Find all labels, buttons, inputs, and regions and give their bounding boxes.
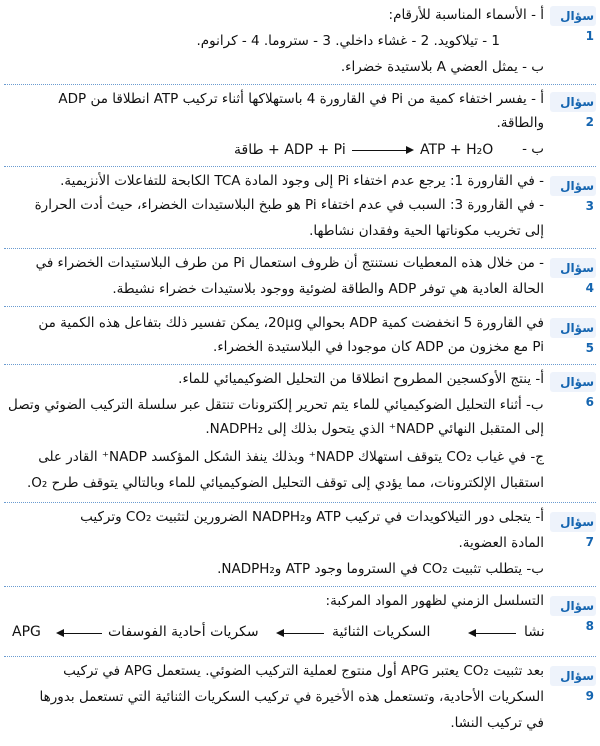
q6-line-5: استقبال الإلكترونات، مما يؤدي إلى توقف التحليل الضوكيميائي للماء وبالتالي يتوقف طرح O₂.: [26, 475, 544, 491]
q1-line-2: 1 - تيلاكويد. 2 - غشاء داخلي. 3 - ستروما. 4 - كرانوم.: [196, 33, 500, 49]
sequence-arrow: [278, 633, 324, 634]
equation-reactants: ADP + Pi + طاقة: [234, 142, 346, 158]
sequence-arrow: [58, 633, 102, 634]
question-1-label: سؤال 1: [550, 6, 596, 26]
q2-line-2: والطاقة.: [496, 115, 544, 131]
q1-line-1: أ - الأسماء المناسبة للأرقام:: [388, 7, 544, 23]
divider: [4, 248, 596, 249]
q8-line-1: التسلسل الزمني لظهور المواد المركبة:: [325, 593, 544, 609]
q9-line-3: في تركيب النشا.: [450, 715, 544, 731]
q1-line-3: ب - يمثل العضي A بلاستيدة خضراء.: [340, 59, 544, 75]
question-9-label: سؤال 9: [550, 666, 596, 686]
q7-line-3: ب- يتطلب تثبيت CO₂ في الستروما وجود ATP وNADPH₂.: [217, 561, 544, 577]
q7-line-2: المادة العضوية.: [458, 535, 544, 551]
divider: [4, 502, 596, 503]
sequence-apg: APG: [12, 624, 41, 640]
divider: [4, 84, 596, 85]
q9-line-2: السكريات الأحادية، وتستعمل هذه الأخيرة في تركيب السكريات الثنائية التي تستعمل بدورها: [39, 689, 544, 705]
question-2-label: سؤال 2: [550, 92, 596, 112]
sequence-arrow: [470, 633, 516, 634]
q5-line-2: Pi مع مخزون من ADP كان موجودا في البلاستيدة الخضراء.: [213, 339, 544, 355]
question-5-label: سؤال 5: [550, 318, 596, 338]
q6-line-4: ج- في غياب CO₂ يتوقف استهلاك NADP⁺ وبذلك ينفذ الشكل المؤكسد NADP⁺ القادر على: [38, 449, 544, 465]
sequence-disaccharides: السكريات الثنائية: [332, 624, 431, 640]
sequence-monosaccharide-phosphates: سكريات أحادية الفوسفات: [108, 624, 259, 640]
q4-line-1: - من خلال هذه المعطيات نستنتج أن ظروف استعمال Pi من طرف البلاستيدات الخضراء في: [35, 255, 544, 271]
divider: [4, 656, 596, 657]
divider: [4, 166, 596, 167]
divider: [4, 306, 596, 307]
equation-products: ATP + H₂O: [420, 142, 494, 158]
sequence-starch: نشا: [524, 624, 545, 640]
q3-line-3: إلى تخريب مكوناتها الحية وفقدان نشاطها.: [309, 223, 544, 239]
q2-line-3: ب -: [522, 141, 544, 157]
q6-line-3: إلى المتقبل النهائي NADP⁺ الذي يتحول بذلك إلى NADPH₂.: [205, 421, 544, 437]
question-4-label: سؤال 4: [550, 258, 596, 278]
q5-line-1: في القارورة 5 انخفضت كمية ADP بحوالي 20μg، يمكن تفسير ذلك بتفاعل هذه الكمية من: [38, 315, 544, 331]
question-6-label: سؤال 6: [550, 372, 596, 392]
q6-line-1: أ- ينتج الأوكسجين المطروح انطلاقا من التحليل الضوكيميائي للماء.: [178, 371, 544, 387]
divider: [4, 364, 596, 365]
q9-line-1: بعد تثبيت CO₂ يعتبر APG أول منتوج لعملية التركيب الضوئي. يستعمل APG في تركيب: [63, 663, 544, 679]
q7-line-1: أ- يتجلى دور التيلاكويدات في تركيب ATP وNADPH₂ الضرورين لتثبيت CO₂ وتركيب: [80, 509, 544, 525]
q4-line-2: الحالة العادية هي توفر ADP والطاقة لضوئية ووجود بلاستيدات خضراء نشيطة.: [112, 281, 544, 297]
q3-line-1: - في القارورة 1: يرجع عدم اختفاء Pi إلى وجود المادة TCA الكابحة للتفاعلات الأنزيمية.: [60, 173, 544, 189]
question-8-label: سؤال 8: [550, 596, 596, 616]
q3-line-2: - في القارورة 3: السبب في عدم اختفاء Pi هو طبخ البلاستيدات الخضراء، حيث أدت الحرارة: [34, 197, 544, 213]
q2-line-1: أ - يفسر اختفاء كمية من Pi في القارورة 4 باستهلاكها أثناء تركيب ATP انطلاقا من ADP: [58, 91, 544, 107]
reaction-arrow: [352, 150, 412, 151]
q6-line-2: ب- أثناء التحليل الضوكيميائي للماء يتم تحرير إلكترونات تنتقل عبر سلسلة التركيب الضوئي وتصل: [8, 397, 544, 413]
question-7-label: سؤال 7: [550, 512, 596, 532]
divider: [4, 586, 596, 587]
question-3-label: سؤال 3: [550, 176, 596, 196]
